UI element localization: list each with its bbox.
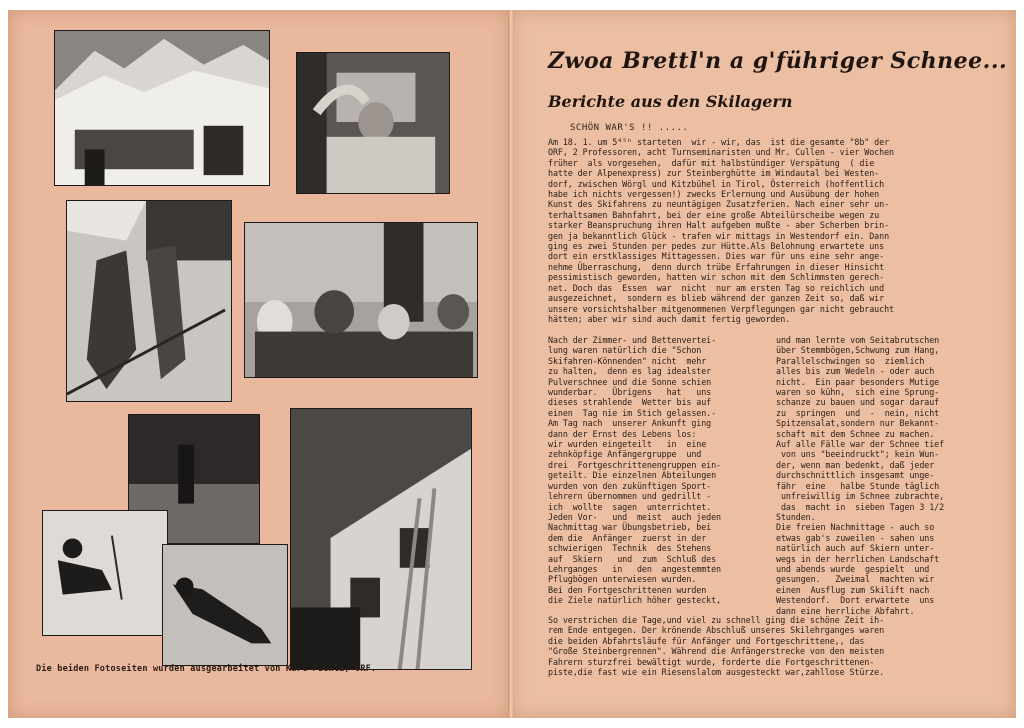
- photo-group-indoors: [244, 222, 478, 378]
- photo-credit-caption: Die beiden Fotoseiten wurden ausgearbeitet von Kurt Pachla, ORF.: [36, 664, 377, 674]
- book-spine: [508, 10, 514, 718]
- article-headline: Zwoa Brettl'n a g'führiger Schnee...: [548, 48, 1008, 74]
- photo-skier-fallen: [42, 510, 168, 636]
- photo-mountain-village: [54, 30, 270, 186]
- photo-skier-sliding: [162, 544, 288, 666]
- column-right-text: und man lernte vom Seitabrutschen über Stemmbögen,Schwung zum Hang, Parallelschwingen so ziemlich alles bis zum Wedeln - oder auch nicht. Ein paar besonders Mutige waren so kühn, sich eine Sprung- schanze zu bauen und sogar darauf zu springen und - nein, nicht Spitzensalat,sondern nur Bekannt- schaft mit dem Schnee zu machen. Auf alle Fälle war der Schnee tief von uns "beeindruckt"; kein Wun- der, wenn man bedenkt, daß jeder durchschnittlich insgesamt unge- fähr eine halbe Stunde täglich unfreiwillig im Schnee zubrachte, das macht in sieben Tagen 3 1/2 Stunden. Die freien Nachmittage - auch so etwas gab's zuweilen - sahen uns natürlich auch auf Skiern unter- wegs in der herrlichen Landschaft und abends wurde gespielt und gesungen. Zweimal machten wir einen Ausflug zum Skilift nach Westendorf. Dort erwartete uns dann eine herrliche Abfahrt.: [776, 335, 945, 616]
- closing-paragraph: So verstrichen die Tage,und viel zu schnell ging die schöne Zeit ih- rem Ende entgegen. Der krönende Abschluß unseres Skilehrganges waren die beiden Abfahrtsläufe für Anfänger und Fortgeschrittene,, das "Große Steinbergrennen". Während die Anfängerstrecke von den meisten Fahrern sturzfrei bewältigt wurde, forderte die Fortgeschrittenen- piste,die fast wie ein Riesenslalom ausgesteckt war,zahllose Stürze.: [548, 615, 885, 678]
- column-left-text: Nach der Zimmer- und Bettenvertei- lung waren natürlich die "Schon Skifahren-Könnenden" nicht mehr zu halten, denn es lag idealster Pulverschnee und die Sonne schien wunderbar. Übrigens hat uns dieses strahlende Wetter bis auf einen Tag nie im Stich gelassen.- Am Tag nach unserer Ankunft ging dann der Ernst des Lebens los: wir wurden eingeteilt in eine zehnköpfige Anfängergruppe und drei Fortgeschrittenengruppen ein- geteilt. Die einzelnen Abteilungen wurden von den zukünftigen Sport- lehrern übernommen und gedrillt - ich wollte sagen unterrichtet. Jeden Vor- und meist auch jeden Nachmittag war Übungsbetrieb, bei dem die Anfänger zuerst in der schwierigen Technik des Stehens auf Skiern und zum Schluß des Lehrganges in den angestemmten Pflugbögen unterwiesen wurden. Bei den Fortgeschrittenen wurden die Ziele natürlich höher gesteckt,: [548, 335, 721, 606]
- photo-hut-skis: [290, 408, 472, 670]
- photo-resting-skier: [296, 52, 450, 194]
- intro-paragraph: Am 18. 1. um 5⁴⁵ʰ starteten wir - wir, das ist die gesamte "8b" der ORF, 2 Professoren, acht Turnseminaristen und Mr. Cullen - vier Wochen früher als vorgesehen, dafür mit halbstündiger Verspätung ( die hatte der Alpenexpress) zur Steinberghütte im Windautal bei Westen- dorf, zwischen Wörgl und Kitzbühel in Tirol, Österreich (hoffentlich habe ich nichts vergessen!) zwecks Erlernung und Ausübung der hohen Kunst des Skifahrens zu neuntägigen Zusatzferien. Nach einer sehr un- terhaltsamen Bahnfahrt, bei der eine große Abteilürscheibe wegen zu starker Beanspruchung ihren Halt aufgeben mußte - aber Scherben brin- gen ja bekanntlich Glück - trafen wir mittags in Westendorf ein. Dann ging es zwei Stunden per pedes zur Hütte.Als Belohnung erwartete uns dort ein erstklassiges Mittagessen. Dies war für uns eine sehr ange- nehme Überraschung, denn durch trübe Erfahrungen in dieser Hinsicht pessimistisch geworden, hatten wir schon mit dem Schlimmsten gerech- net. Doch das Essen war nicht nur am ersten Tag so reichlich und ausgezeichnet, sondern es blieb während der ganzen Zeit so, daß wir unsere vorsichtshalber mitgenommenen Verpflegungen gar nicht gebraucht hätten; aber wir sind auch damit fertig geworden.: [548, 137, 894, 324]
- article-subheadline: Berichte aus den Skilagern: [548, 92, 793, 111]
- photo-skiers-slope: [66, 200, 232, 402]
- section-label: SCHÖN WAR'S !! .....: [570, 123, 689, 133]
